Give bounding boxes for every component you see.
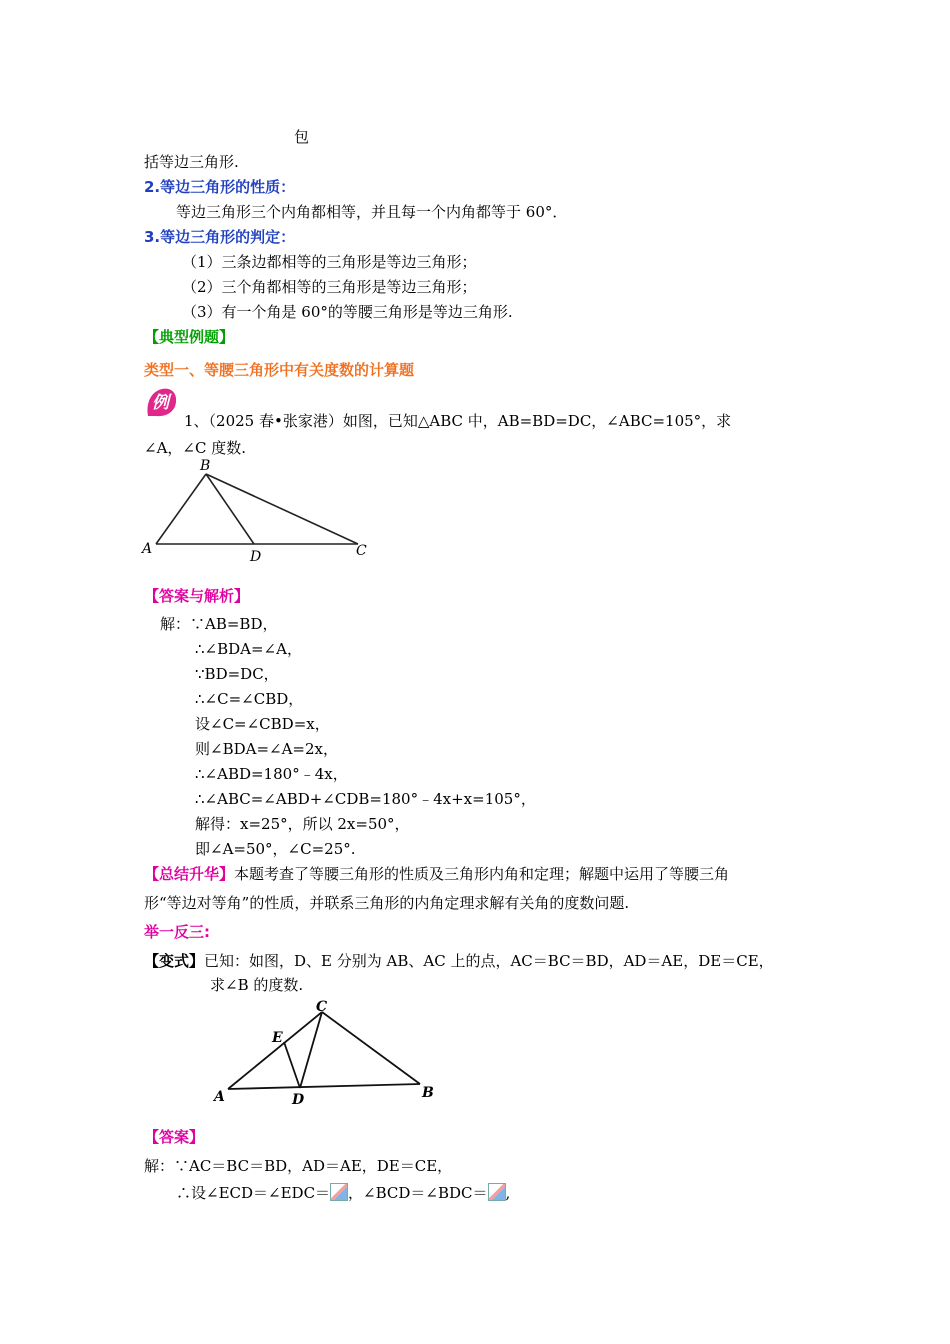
solution-step: 解得：x=25°，所以 2x=50°，: [195, 815, 410, 833]
solution-step: ∴∠C=∠CBD，: [195, 690, 304, 708]
triangle-abc-variant-figure: [208, 995, 438, 1110]
criterion-1: （1）三条边都相等的三角形是等边三角形；: [182, 253, 477, 271]
intro-char: 包: [294, 128, 310, 146]
segment-cb: [322, 1012, 420, 1084]
solution-step: 即∠A=50°，∠C=25°.: [195, 840, 356, 858]
summary-tag: 【总结升华】: [144, 865, 235, 883]
formula-image-icon: [330, 1183, 348, 1201]
section2-heading: 2.等边三角形的性质：: [144, 178, 296, 196]
summary-line2: 形“等边对等角”的性质，并联系三角形的内角定理求解有关角的度数问题.: [144, 894, 630, 912]
label-d: D: [250, 549, 262, 565]
label-c: C: [316, 999, 328, 1015]
type1-heading: 类型一、等腰三角形中有关度数的计算题: [144, 361, 415, 379]
variant-text1: 已知：如图，D、E 分别为 AB、AC 上的点，AC＝BC＝BD，AD＝AE，DE＝CE，: [204, 952, 774, 970]
example-badge-icon: [144, 386, 178, 418]
segment-bc: [206, 474, 358, 544]
answer2-line2: [176, 1182, 510, 1204]
answer2-text-a: ∴设∠ECD＝∠EDC＝: [176, 1184, 331, 1202]
solution-step: 设∠C=∠CBD=x，: [195, 715, 330, 733]
summary-line1: [144, 863, 729, 885]
label-b: B: [422, 1085, 434, 1101]
label-c: C: [356, 543, 367, 559]
answer2-line1: 解：∵AC＝BC＝BD，AD＝AE，DE＝CE，: [144, 1157, 453, 1175]
example1-question-line2: ∠A，∠C 度数.: [144, 439, 246, 457]
intro-continuation: 括等边三角形.: [144, 153, 239, 171]
label-a: A: [214, 1089, 225, 1105]
solution-step: ∴∠BDA=∠A，: [195, 640, 302, 658]
answer2-text-c: ,: [505, 1184, 511, 1202]
section3-heading: 3.等边三角形的判定：: [144, 228, 296, 246]
summary-text1: 本题考查了等腰三角形的性质及三角形内角和定理；解题中运用了等腰三角: [234, 865, 730, 883]
badge-text: 例: [152, 393, 169, 413]
answer2-text-b: ，∠BCD＝∠BDC＝: [348, 1184, 488, 1202]
label-d: D: [292, 1092, 305, 1108]
criterion-2: （2）三个角都相等的三角形是等边三角形；: [182, 278, 477, 296]
solution-step: ∴∠ABD=180°﹣4x，: [195, 765, 348, 783]
typical-examples-heading: 【典型例题】: [144, 328, 235, 346]
segment-ac: [228, 1012, 322, 1089]
segment-ab: [156, 474, 206, 544]
section2-text: 等边三角形三个内角都相等，并且每一个内角都等于 60°．: [176, 203, 568, 221]
label-e: E: [272, 1030, 283, 1046]
segment-ab: [228, 1084, 420, 1089]
answer-analysis-heading: 【答案与解析】: [144, 587, 250, 605]
formula-image-icon: [488, 1183, 506, 1201]
triangle-abc-figure: [140, 455, 380, 565]
label-b: B: [200, 458, 211, 474]
criterion-3: （3）有一个角是 60°的等腰三角形是等边三角形.: [182, 303, 513, 321]
example1-question-line1: 1、（2025 春•张家港）如图，已知△ABC 中，AB=BD=DC，∠ABC=105°，求: [184, 412, 732, 430]
variant-tag: 【变式】: [144, 952, 205, 970]
solution-step: ∵BD=DC，: [195, 665, 279, 683]
label-a: A: [142, 541, 153, 557]
variant-line2: 求∠B 的度数.: [210, 976, 304, 994]
solution-step: 则∠BDA=∠A=2x，: [195, 740, 338, 758]
variant-line1: [144, 950, 774, 972]
practice-heading: 举一反三:: [144, 923, 210, 941]
solution-step: 解：∵AB=BD，: [160, 615, 278, 633]
segment-ed: [284, 1042, 300, 1088]
answer2-heading: 【答案】: [144, 1128, 205, 1146]
solution-step: ∴∠ABC=∠ABD+∠CDB=180°﹣4x+x=105°，: [195, 790, 536, 808]
segment-cd: [300, 1012, 322, 1088]
